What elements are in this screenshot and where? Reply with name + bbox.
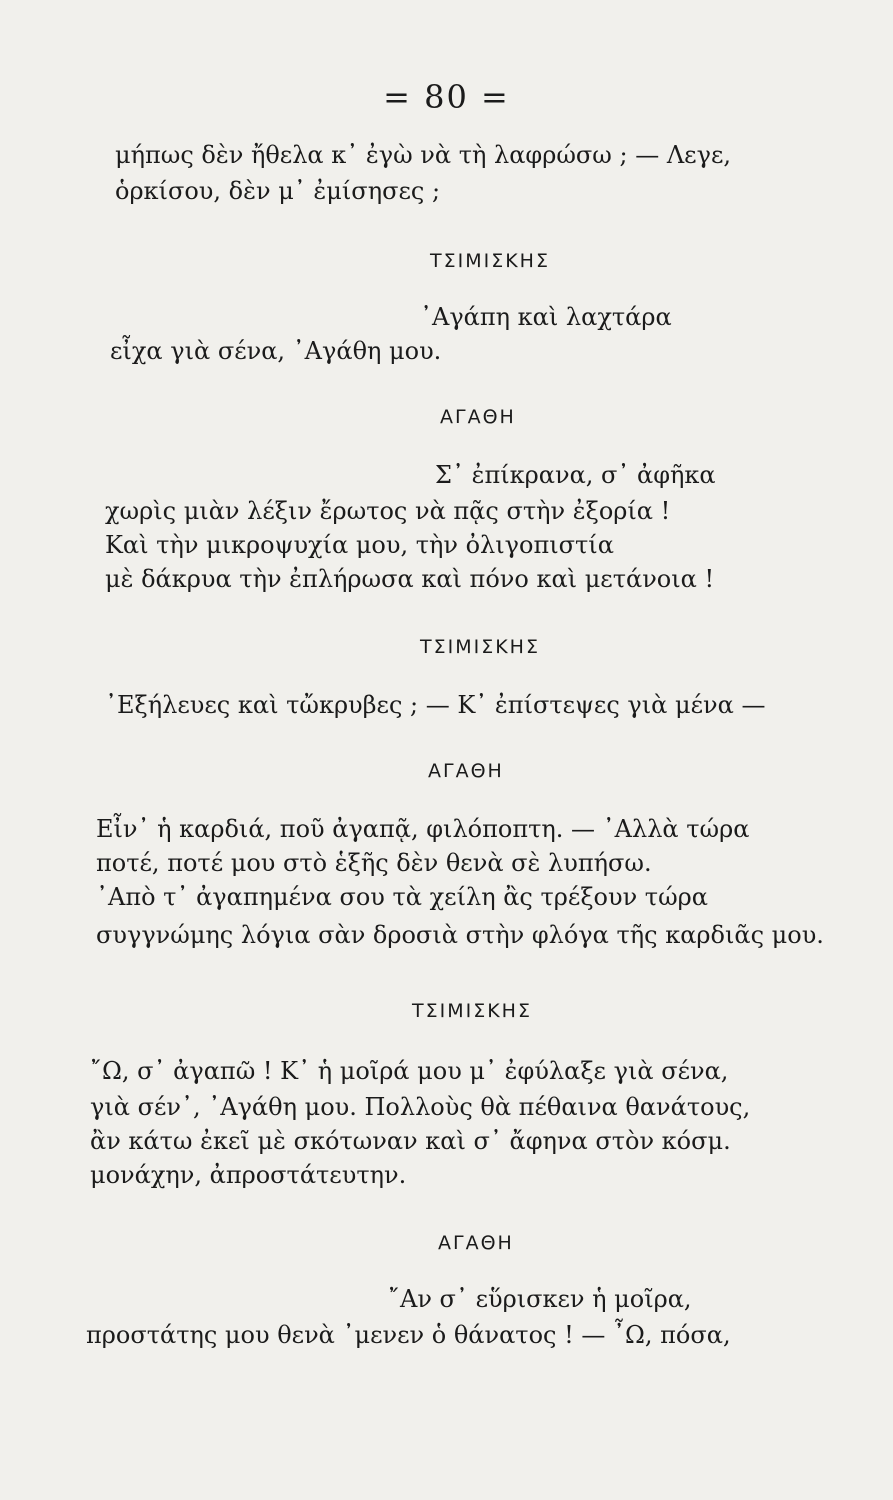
verse-line: συγγνώμης λόγια σὰν δροσιὰ στὴν φλόγα τῆς καρδιᾶς μου. — [96, 921, 824, 949]
speaker-name: ΤΣΙΜΙΣΚΗΣ — [430, 250, 550, 272]
verse-line: ὁρκίσου, δὲν μ᾿ ἐμίσησες ; — [115, 177, 441, 205]
speaker-name: ΤΣΙΜΙΣΚΗΣ — [420, 636, 540, 658]
page-number: = 80 = — [383, 78, 510, 116]
verse-line: ᾿Απὸ τ᾿ ἀγαπημένα σου τὰ χείλη ἂς τρέξουν τώρα — [96, 883, 708, 911]
verse-line: Σ᾿ ἐπίκρανα, σ᾿ ἀφῆκα — [435, 461, 716, 489]
verse-line: προστάτης μου θενὰ ᾿μενεν ὁ θάνατος ! — ῏Ω, πόσα, — [86, 1321, 731, 1349]
verse-line: μονάχην, ἀπροστάτευτην. — [90, 1161, 407, 1189]
verse-line: ἂν κάτω ἐκεῖ μὲ σκότωναν καὶ σ᾿ ἄφηνα στὸν κόσμ. — [90, 1127, 731, 1155]
speaker-name: ΤΣΙΜΙΣΚΗΣ — [412, 1000, 532, 1022]
verse-line: ποτέ, ποτέ μου στὸ ἑξῆς δὲν θενὰ σὲ λυπήσω. — [96, 849, 652, 877]
verse-line: ᾿Αγάπη καὶ λαχτάρα — [420, 303, 672, 331]
verse-line: εἶχα γιὰ σένα, ᾿Αγάθη μου. — [110, 337, 442, 365]
verse-line: μήπως δὲν ἤθελα κ᾿ ἐγὼ νὰ τὴ λαφρώσω ; — Λεγε, — [115, 141, 732, 169]
verse-line: ῎Ω, σ᾿ ἀγαπῶ ! Κ᾿ ἡ μοῖρά μου μ᾿ ἐφύλαξε γιὰ σένα, — [90, 1057, 729, 1085]
verse-line: ᾿Εξήλευες καὶ τὤκρυβες ; — Κ᾿ ἐπίστεψες γιὰ μένα — — [105, 691, 766, 719]
speaker-name: ΑΓΑΘΗ — [428, 760, 504, 782]
speaker-name: ΑΓΑΘΗ — [440, 406, 516, 428]
verse-line: Καὶ τὴν μικροψυχία μου, τὴν ὀλιγοπιστία — [105, 531, 614, 559]
verse-line: Εἶν᾿ ἡ καρδιά, ποῦ ἀγαπᾷ, φιλόποπτη. — ᾿Αλλὰ τώρα — [96, 815, 750, 843]
verse-line: ῎Αν σ᾿ εὕρισκεν ἡ μοῖρα, — [388, 1285, 692, 1313]
verse-line: χωρὶς μιὰν λέξιν ἔρωτος νὰ πᾷς στὴν ἐξορία ! — [105, 497, 671, 525]
verse-line: γιὰ σέν᾿, ᾿Αγάθη μου. Πολλοὺς θὰ πέθαινα θανάτους, — [90, 1093, 751, 1121]
speaker-name: ΑΓΑΘΗ — [438, 1232, 514, 1254]
verse-line: μὲ δάκρυα τὴν ἐπλήρωσα καὶ πόνο καὶ μετάνοια ! — [105, 565, 715, 593]
